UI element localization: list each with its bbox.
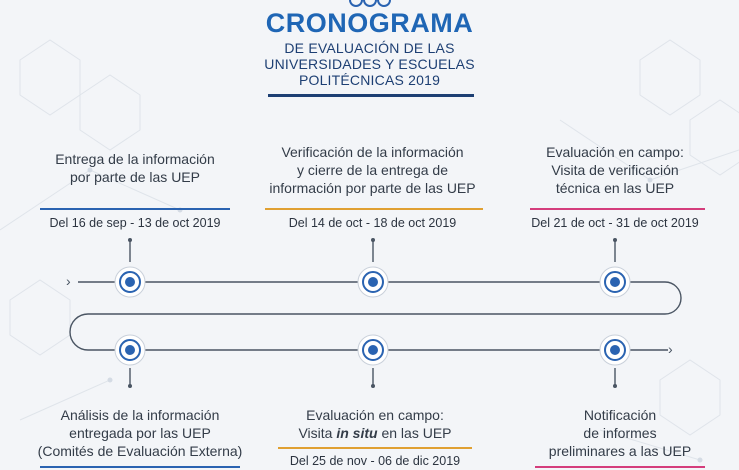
end-arrow-icon: › [668, 341, 673, 357]
stage-4-bar [40, 466, 240, 468]
timeline-node-2 [357, 266, 389, 298]
subtitle-line-2: UNIVERSIDADES Y ESCUELAS [264, 56, 475, 72]
timeline-node-1 [114, 266, 146, 298]
subtitle-line-1: DE EVALUACIÓN DE LAS [284, 40, 455, 56]
timeline-node-5 [357, 334, 389, 366]
stage-1-title: Entrega de la información por parte de las UEP [55, 151, 215, 185]
subtitle-line-3: POLITÉCNICAS 2019 [298, 72, 441, 88]
stage-5-date: Del 25 de nov - 06 de dic 2019 [289, 454, 461, 468]
stage-3-title: Evaluación en campo: Visita de verificación técnica en las UEP [546, 144, 684, 196]
page-title: CRONOGRAMA [265, 8, 474, 38]
stage-2-date: Del 14 de oct - 18 de oct 2019 [288, 216, 457, 230]
stage-1-date: Del 16 de sep - 13 de oct 2019 [49, 216, 221, 230]
stage-6-title: Notificación de informes preliminares a las UEP [548, 407, 692, 459]
stage-2-title: Verificación de la información y cierre de la entrega de información por parte de las UEP [269, 144, 476, 196]
stage-3-date: Del 21 de oct - 31 de oct 2019 [531, 216, 699, 230]
start-arrow-icon: › [66, 273, 71, 289]
timeline-node-3 [599, 266, 631, 298]
stage-6-bar [535, 466, 705, 468]
stage-5-bar [278, 447, 472, 449]
stage-4-title: Análisis de la información entregada por las UEP (Comités de Evaluación Externa) [37, 407, 243, 459]
stage-5-title: Evaluación en campo: Visita in situ en las UEP [298, 407, 452, 441]
timeline-node-6 [599, 334, 631, 366]
timeline-node-4 [114, 334, 146, 366]
